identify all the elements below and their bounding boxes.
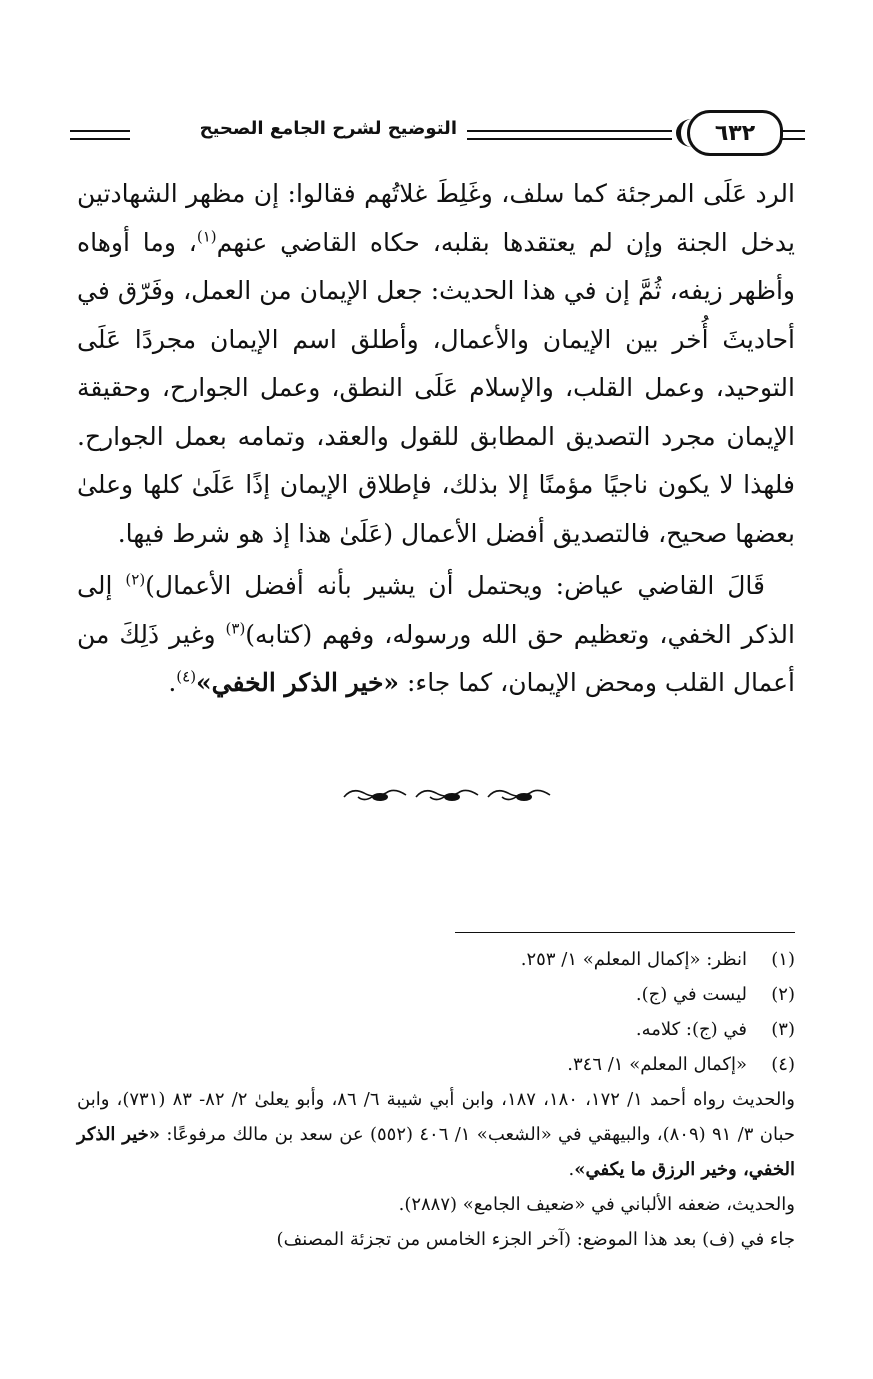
paragraph-2-text-c: وغير ذَلِكَ من أعمال القلب ومحض الإيمان، كما جاء: (77, 619, 795, 697)
footnote-number: (٤) (771, 1054, 795, 1075)
footnote-hadith-sources (77, 1082, 795, 1187)
footnote-ref-2[interactable]: (٢) (125, 570, 146, 589)
hadith-sources-end: . (568, 1159, 575, 1180)
paragraph-2-text-b: إلى الذكر الخفي، وتعظيم حق الله ورسوله، وفهم (كتابه) (77, 571, 795, 649)
hadith-sources-text: والحديث رواه أحمد ١/ ١٧٢، ١٨٠، ١٨٧، وابن أبي شيبة ٦/ ٨٦، وأبو يعلىٰ ٢/ ٨٢- ٨٣ (٧٣١)، وابن حبان ٣/ ٩١ (٨٠٩)، والبيهقي في «الشعب» ١/ ٤٠٦ (٥٥٢) عن سعد بن مالك مرفوعًا: (77, 1089, 795, 1145)
footnote-2 (77, 977, 795, 1012)
hadith-text-bold: «خير الذكر الخفي، وخير الرزق ما يكفي» (77, 1124, 795, 1180)
footnote-number: (١) (771, 949, 795, 970)
paragraph-1-continuation: ، وما أوهاه وأظهر زيفه، ثُمَّ إن في هذا الحديث: جعل الإيمان من العمل، وفَرّق في أحاديثَ أُخر بين الإيمان والأعمال، وأطلق اسم الإيمان مجردًا عَلَى التوحيد، وعمل القلب، والإسلام عَلَى النطق، وعمل الجوارح، وحقيقة الإيمان مجرد التصديق المطابق للقول والعقد، وتمامه بعمل الجوارح. فلهذا لا يكون ناجيًا مؤمنًا إلا بذلك، فإطلاق الإيمان إذًا عَلَىٰ كلها وعلىٰ بعضها صحيح، فالتصديق أفضل الأعمال (عَلَىٰ هذا إذ هو شرط فيها. (77, 227, 795, 548)
footnote-ref-1[interactable]: (١) (196, 227, 217, 246)
ornament-leaf-2 (444, 793, 460, 801)
footnote-manuscript-note: جاء في (ف) بعد هذا الموضع: (آخر الجزء الخامس من تجزئة المصنف) (276, 1229, 795, 1250)
paragraph-2 (77, 562, 795, 708)
header-rule-left (70, 130, 130, 140)
footnote-separator (455, 932, 795, 933)
paragraph-2-end: . (168, 668, 177, 697)
header-rule-middle (467, 130, 672, 140)
footnote-weakness: والحديث، ضعفه الألباني في «ضعيف الجامع» (٢٨٨٧). (398, 1194, 795, 1215)
footnote-text: انظر: «إكمال المعلم» ١/ ٢٥٣. (520, 949, 747, 970)
ornament-divider (340, 785, 552, 809)
footnote-ref-4[interactable]: (٤) (176, 667, 197, 686)
footnote-text: ليست في (ج). (635, 984, 747, 1005)
footnote-number: (٣) (771, 1019, 795, 1040)
footnote-ref-3[interactable]: (٣) (225, 619, 246, 638)
page-number (687, 110, 783, 156)
running-title: التوضيح لشرح الجامع الصحيح (199, 118, 457, 139)
footnote-3 (77, 1012, 795, 1047)
paragraph-2-text-a: قَالَ القاضي عياض: ويحتمل أن يشير بأنه أفضل الأعمال) (145, 571, 765, 600)
page-header (70, 108, 805, 164)
footnote-4 (77, 1047, 795, 1082)
hadith-quote: «خير الذكر الخفي» (196, 668, 400, 697)
header-rule-right (781, 130, 805, 140)
ornament-leaf-3 (516, 793, 532, 801)
ornament-leaf-1 (372, 793, 388, 801)
footnote-1 (77, 942, 795, 977)
main-text (77, 170, 795, 708)
footnote-text: في (ج): كلامه. (635, 1019, 747, 1040)
footnotes (77, 942, 795, 1257)
page-number-text: ٦٣٢ (714, 120, 756, 146)
paragraph-1 (77, 170, 795, 558)
paragraph-1-text: الرد عَلَى المرجئة كما سلف، وغَلِطَ غلاتُهم فقالوا: إن مظهر الشهادتين يدخل الجنة وإن لم يعتقدها بقلبه، حكاه القاضي عنهم (77, 179, 795, 257)
footnote-number: (٢) (771, 984, 795, 1005)
footnote-text: «إكمال المعلم» ١/ ٣٤٦. (567, 1054, 747, 1075)
